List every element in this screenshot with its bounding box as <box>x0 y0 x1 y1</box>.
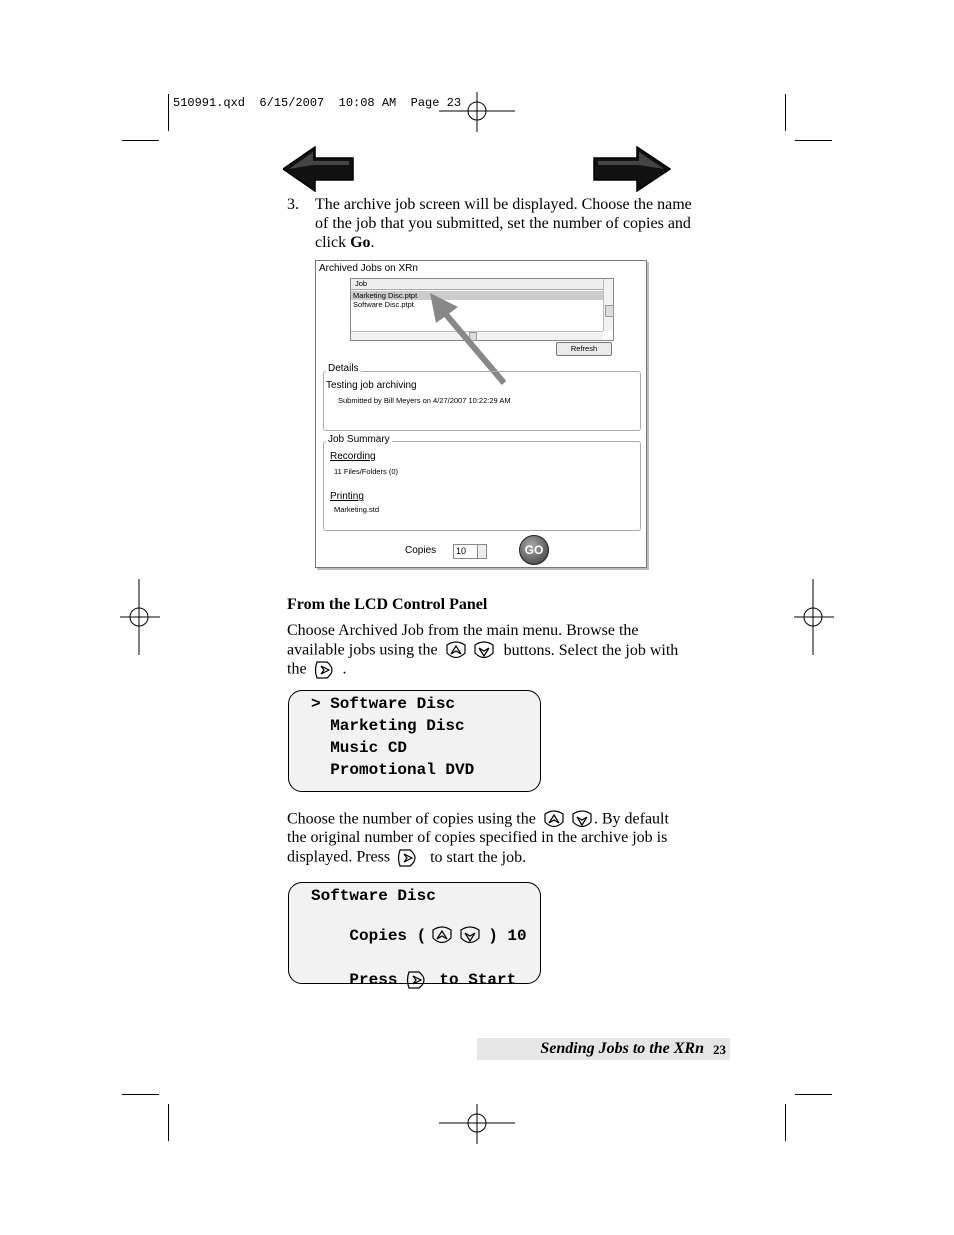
step-line-2: of the job that you submitted, set the number of copies and <box>315 215 691 232</box>
go-button[interactable] <box>519 535 549 565</box>
details-job-name: Testing job archiving <box>326 380 417 391</box>
printing-label: Printing <box>330 491 364 502</box>
lcd-row: Music CD <box>311 739 408 757</box>
step-line-3: click Go. <box>315 234 375 251</box>
lcd-section-heading: From the LCD Control Panel <box>287 596 488 613</box>
para1-line3: the . <box>287 659 347 681</box>
select-button-icon <box>313 659 339 681</box>
para2-line1: Choose the number of copies using the . By default <box>287 809 669 831</box>
window-title: Archived Jobs on XRn <box>319 263 418 274</box>
copies-label: Copies <box>405 545 437 556</box>
step-line-1: The archive job screen will be displayed. Choose the name <box>315 196 692 213</box>
select-button-icon <box>405 969 431 991</box>
recording-label: Recording <box>330 451 376 462</box>
lcd-copies-screen <box>288 882 541 990</box>
select-button-icon <box>396 847 422 869</box>
para2-line3: displayed. Press to start the job. <box>287 847 526 869</box>
lcd-row: Copies ( ) 10 <box>311 907 527 965</box>
down-button-icon <box>472 640 496 662</box>
page-number: 23 <box>713 1042 726 1057</box>
para1-line2: available jobs using the buttons. Select the job with <box>287 640 678 662</box>
archived-jobs-window <box>315 260 647 568</box>
lcd-row: Press to Start <box>311 951 516 1009</box>
copies-spinner[interactable] <box>453 544 487 559</box>
lcd-job-list <box>288 690 541 792</box>
go-label: GO <box>524 543 544 557</box>
details-submitted: Submitted by Bill Meyers on 4/27/2007 10:22:29 AM <box>338 396 511 405</box>
job-column-header: Job <box>351 279 605 290</box>
footer-title: Sending Jobs to the XRn <box>540 1040 704 1057</box>
vertical-scrollbar[interactable] <box>603 279 613 331</box>
slug-line: 510991.qxd 6/15/2007 10:08 AM Page 23 <box>173 96 462 110</box>
copies-value: 10 <box>456 546 467 556</box>
back-arrow-icon[interactable] <box>283 146 355 192</box>
job-summary-legend: Job Summary <box>328 434 390 445</box>
lcd-row: Promotional DVD <box>311 761 475 779</box>
up-button-icon <box>444 640 468 662</box>
up-button-icon <box>430 925 454 947</box>
refresh-button[interactable]: Refresh <box>556 342 612 356</box>
lcd-row: Software Disc <box>311 887 436 905</box>
para2-line2: the original number of copies specified in the archive job is <box>287 829 668 846</box>
job-row-software[interactable]: Software Disc.ptpt <box>353 300 414 309</box>
spinner-arrows-icon[interactable] <box>477 545 486 558</box>
printing-value: Marketing.std <box>334 505 380 514</box>
job-row-marketing[interactable]: Marketing Disc.ptpt <box>351 291 603 300</box>
details-legend: Details <box>328 363 359 374</box>
lcd-row: Marketing Disc <box>311 717 465 735</box>
recording-value: 11 Files/Folders (0) <box>334 467 399 476</box>
step-number: 3. <box>287 196 299 213</box>
para1-line1: Choose Archived Job from the main menu. Browse the <box>287 622 639 639</box>
page-footer <box>477 1038 730 1060</box>
lcd-row: > Software Disc <box>311 695 456 713</box>
forward-arrow-icon[interactable] <box>593 146 671 192</box>
down-button-icon <box>458 925 482 947</box>
